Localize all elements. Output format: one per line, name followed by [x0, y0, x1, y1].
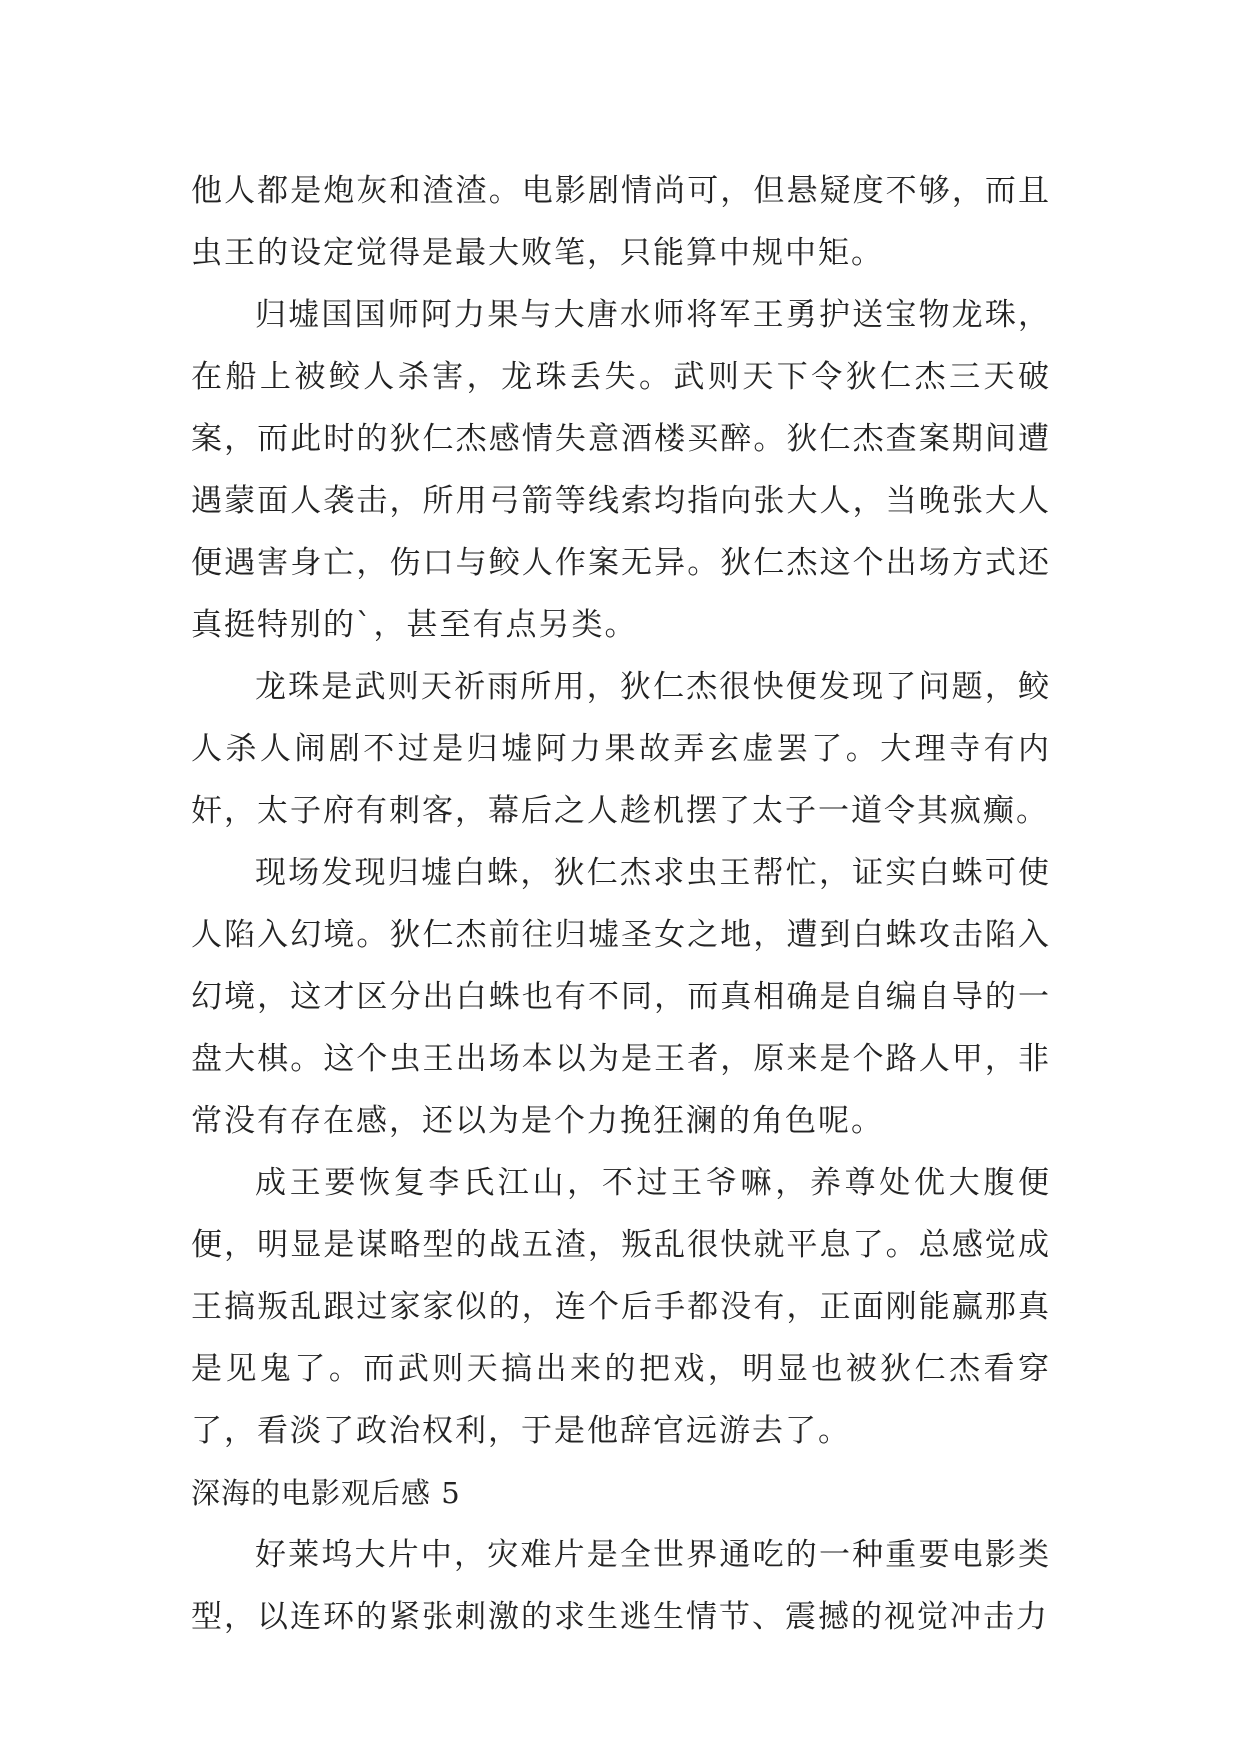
- document-body: [191, 160, 1051, 1648]
- paragraph: 他人都是炮灰和渣渣。电影剧情尚可，但悬疑度不够，而且虫王的设定觉得是最大败笔，只能算中规中矩。: [191, 173, 1051, 271]
- paragraph: 成王要恢复李氏江山，不过王爷嘛，养尊处优大腹便便，明显是谋略型的战五渣，叛乱很快就平息了。总感觉成王搞叛乱跟过家家似的，连个后手都没有，正面刚能赢那真是见鬼了。而武则天搞出来的把戏，明显也被狄仁杰看穿了，看淡了政治权利，于是他辞官远游去了。: [191, 1165, 1051, 1449]
- paragraph: 龙珠是武则天祈雨所用，狄仁杰很快便发现了问题，鲛人杀人闹剧不过是归墟阿力果故弄玄虚罢了。大理寺有内奸，太子府有刺客，幕后之人趁机摆了太子一道令其疯癫。: [191, 669, 1051, 829]
- section-heading: 深海的电影观后感 5: [191, 1476, 461, 1510]
- paragraph: 现场发现归墟白蛛，狄仁杰求虫王帮忙，证实白蛛可使人陷入幻境。狄仁杰前往归墟圣女之地，遭到白蛛攻击陷入幻境，这才区分出白蛛也有不同，而真相确是自编自导的一盘大棋。这个虫王出场本以为是王者，原来是个路人甲，非常没有存在感，还以为是个力挽狂澜的角色呢。: [191, 855, 1051, 1139]
- paragraph: 归墟国国师阿力果与大唐水师将军王勇护送宝物龙珠，在船上被鲛人杀害，龙珠丢失。武则天下令狄仁杰三天破案，而此时的狄仁杰感情失意酒楼买醉。狄仁杰查案期间遭遇蒙面人袭击，所用弓箭等线索均指向张大人，当晚张大人便遇害身亡，伤口与鲛人作案无异。狄仁杰这个出场方式还真挺特别的`，甚至有点另类。: [191, 297, 1051, 643]
- paragraph: 好莱坞大片中，灾难片是全世界通吃的一种重要电影类型，以连环的紧张刺激的求生逃生情节、震撼的视觉冲击力: [191, 1537, 1051, 1635]
